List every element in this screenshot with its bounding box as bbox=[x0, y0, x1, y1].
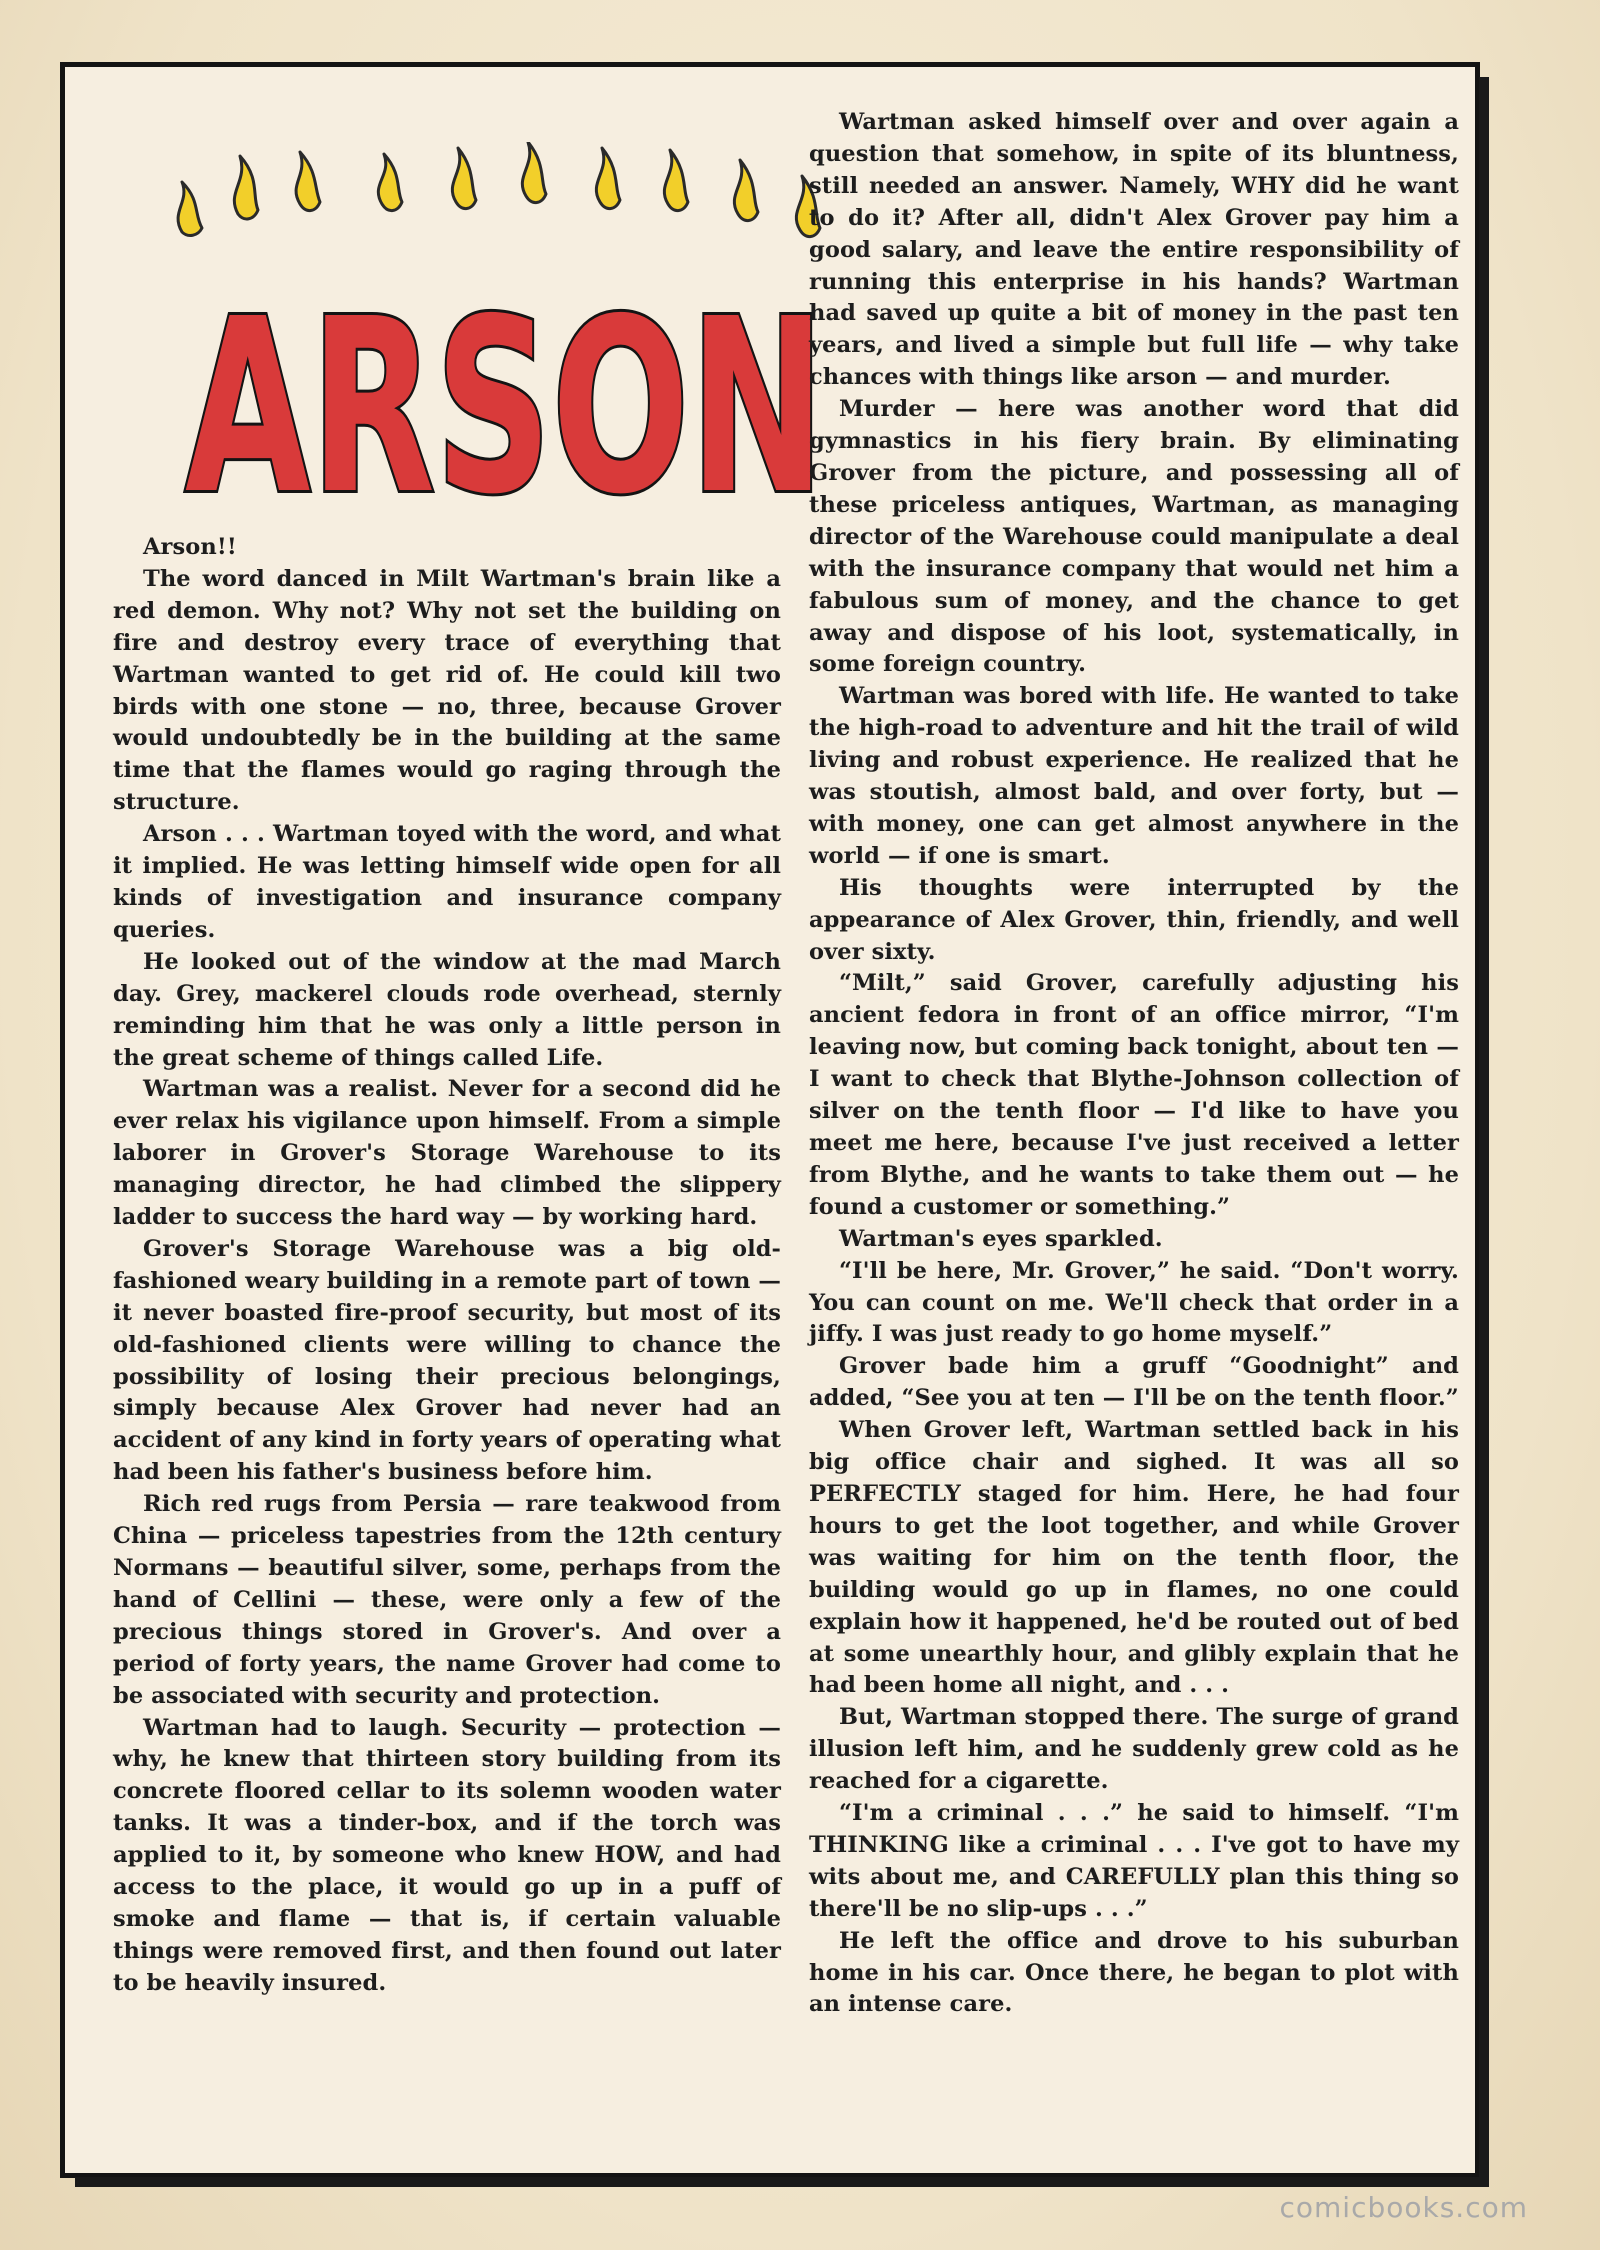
paragraph: “I'm a criminal . . .” he said to himself. “I'm THINKING like a criminal . . . I've got to have my wits about me, and CAREFULLY plan this thing so there'll be no slip-ups . . .” bbox=[809, 1800, 1459, 1922]
paragraph: His thoughts were interrupted by the appearance of Alex Grover, thin, friendly, and well over sixty. bbox=[809, 874, 1459, 965]
paragraph: When Grover left, Wartman settled back in his big office chair and sighed. It was all so PERFECTLY staged for him. Here, he had four hours to get the loot together, and while Grover was waiting for him on the tenth floor, the building would go up in flames, no one could explain how it happened, he'd be routed out of bed at some unearthly hour, and glibly explain that he had been home all night, and . . . bbox=[809, 1417, 1459, 1699]
flame-icon bbox=[596, 148, 620, 209]
paragraph: But, Wartman stopped there. The surge of grand illusion left him, and he suddenly grew cold as he reached for a cigarette. bbox=[809, 1704, 1459, 1795]
right-text-column bbox=[809, 107, 1459, 2021]
story-panel bbox=[60, 62, 1480, 2178]
flame-icon bbox=[378, 154, 402, 211]
flame-icon bbox=[452, 148, 476, 209]
paragraph: “I'll be here, Mr. Grover,” he said. “Don't worry. You can count on me. We'll check that order in a jiffy. I was just ready to go home myself.” bbox=[809, 1257, 1459, 1348]
paragraph: He left the office and drove to his suburban home in his car. Once there, he began to plot with an intense care. bbox=[809, 1927, 1459, 2018]
paragraph: The word danced in Milt Wartman's brain like a red demon. Why not? Why not set the building on fire and destroy every trace of everything that Wartman wanted to get rid of. He could kill two birds with one stone — no, three, because Grover would undoubtedly be in the building at the same time that the flames would go raging through the structure. bbox=[113, 565, 781, 816]
paragraph: He looked out of the window at the mad March day. Grey, mackerel clouds rode overhead, sternly reminding him that he was only a little person in the great scheme of things called Life. bbox=[113, 948, 781, 1071]
flame-icon bbox=[296, 152, 320, 211]
paragraph: Wartman asked himself over and over again a question that somehow, in spite of its bluntness, still needed an answer. Namely, WHY did he want to do it? After all, didn't Alex Grover pay him a good salary, and leave the entire responsibility of running this enterprise in his hands? Wartman had saved up quite a bit of money in the past ten years, and lived a simple but full life — why take chances with things like arson — and murder. bbox=[809, 109, 1459, 391]
flame-icon bbox=[734, 160, 758, 221]
paragraph: “Milt,” said Grover, carefully adjusting his ancient fedora in front of an office mirror, “I'm leaving now, but coming back tonight, about ten — I want to check that Blythe-Johnson collection of silver on the tenth floor — I'd like to have you meet me here, because I've just received a letter from Blythe, and he wants to take them out — he found a customer or something.” bbox=[809, 970, 1459, 1220]
site-watermark: comicbooks.com bbox=[1279, 2191, 1528, 2224]
paragraph: Wartman was a realist. Never for a second did he ever relax his vigilance upon himself. From a simple laborer in Grover's Storage Warehouse to its managing director, he had climbed the slippery ladder to success the hard way — by working hard. bbox=[113, 1076, 781, 1231]
flame-icon bbox=[522, 142, 546, 203]
left-text-column bbox=[113, 532, 781, 2000]
paragraph: Arson . . . Wartman toyed with the word, and what it implied. He was letting himself wide open for all kinds of investigation and insurance company queries. bbox=[113, 821, 781, 943]
paragraph: Rich red rugs from Persia — rare teakwood from China — priceless tapestries from the 12th century Normans — beautiful silver, some, perhaps from the hand of Cellini — these, were only a few of the precious things stored in Grover's. And over a period of forty years, the name Grover had come to be associated with security and protection. bbox=[113, 1491, 781, 1709]
paragraph: Murder — here was another word that did gymnastics in his fiery brain. By eliminating Grover from the picture, and possessing all of these priceless antiques, Wartman, as managing director of the Warehouse could manipulate a deal with the insurance company that would net him a fabulous sum of money, and the chance to get away and dispose of his loot, systematically, in some foreign country. bbox=[809, 396, 1459, 678]
paragraph: Wartman's eyes sparkled. bbox=[839, 1225, 1163, 1252]
flame-icon bbox=[178, 182, 202, 235]
paragraph: Wartman had to laugh. Security — protection — why, he knew that thirteen story building from its concrete floored cellar to its solemn wooden water tanks. It was a tinder-box, and if the torch was applied to it, by someone who knew HOW, and had access to the place, it would go up in a puff of smoke and flame — that is, if certain valuable things were removed first, and then found out later to be heavily insured. bbox=[113, 1714, 781, 1996]
title-text: ARSON bbox=[185, 267, 825, 547]
paragraph: Wartman was bored with life. He wanted to take the high-road to adventure and hit the trail of wild living and robust experience. He realized that he was stoutish, almost bald, and over forty, but — with money, one can get almost anywhere in the world — if one is smart. bbox=[809, 683, 1459, 869]
paragraph: Arson!! bbox=[143, 534, 237, 560]
flame-icons bbox=[178, 142, 820, 237]
flame-icon bbox=[664, 150, 688, 211]
paragraph: Grover bade him a gruff “Goodnight” and added, “See you at ten — I'll be on the tenth floor.” bbox=[809, 1353, 1459, 1412]
paragraph: Grover's Storage Warehouse was a big old-fashioned weary building in a remote part of town — it never boasted fire-proof security, but most of its old-fashioned clients were willing to chance the possibility of losing their precious belongings, simply because Alex Grover had never had an accident of any kind in forty years of operating what had been his father's business before him. bbox=[113, 1235, 781, 1486]
flame-icon bbox=[234, 156, 258, 219]
arson-title-logo bbox=[160, 142, 850, 582]
